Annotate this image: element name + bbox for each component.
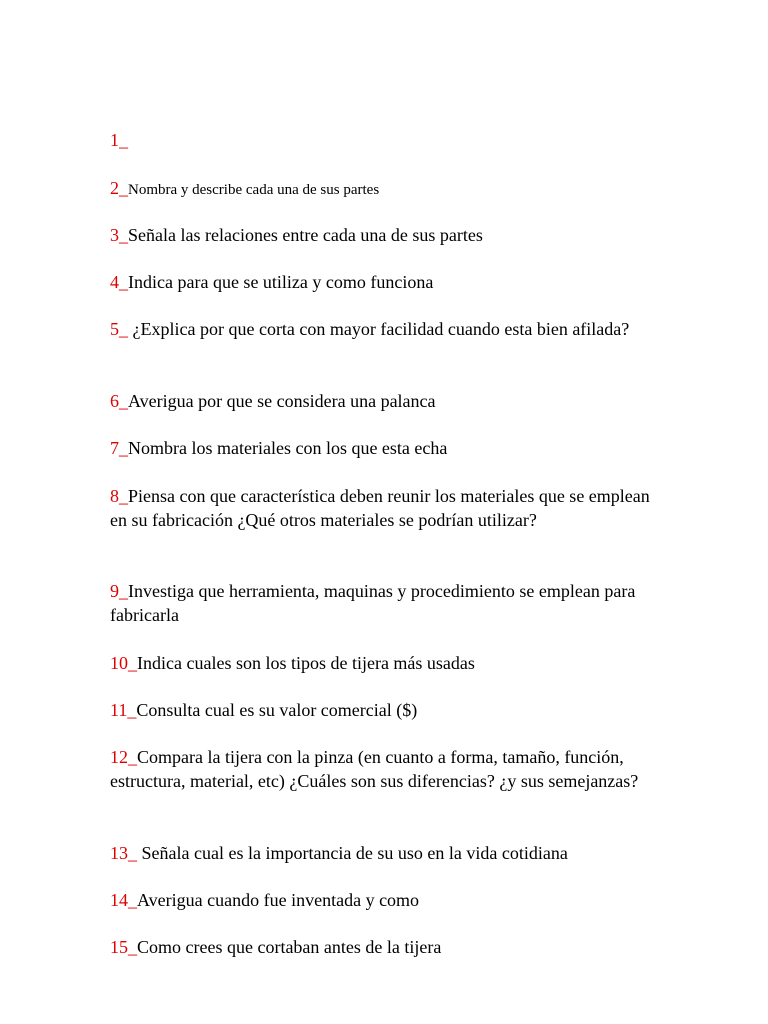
question-number: 4_ xyxy=(110,272,128,292)
question-text: Averigua cuando fue inventada y como xyxy=(137,890,420,910)
question-14 xyxy=(110,888,670,912)
question-text: Nombra los materiales con los que esta echa xyxy=(128,438,448,458)
question-number: 14_ xyxy=(110,890,137,910)
question-text: ¿Explica por que corta con mayor facilidad cuando esta bien afilada? xyxy=(128,319,630,339)
question-number: 7_ xyxy=(110,438,128,458)
question-text: Compara la tijera con la pinza (en cuanto a forma, tamaño, función, estructura, material, etc) ¿Cuáles son sus diferencias? ¿y sus semejanzas? xyxy=(110,747,639,791)
question-text: Como crees que cortaban antes de la tijera xyxy=(137,937,442,957)
question-number: 12_ xyxy=(110,747,137,767)
question-6 xyxy=(110,389,670,413)
question-number: 10_ xyxy=(110,653,137,673)
question-2 xyxy=(110,176,670,202)
question-text: Averigua por que se considera una palanca xyxy=(128,391,436,411)
question-1 xyxy=(110,128,670,152)
question-number: 1_ xyxy=(110,130,128,150)
question-13 xyxy=(110,841,670,865)
question-number: 8_ xyxy=(110,486,128,506)
question-15 xyxy=(110,935,670,959)
question-number: 11_ xyxy=(110,700,137,720)
question-text: Piensa con que característica deben reunir los materiales que se emplean en su fabricación ¿Qué otros materiales se podrían utilizar? xyxy=(110,486,650,530)
question-text: Investiga que herramienta, maquinas y procedimiento se emplean para fabricarla xyxy=(110,581,636,625)
question-number: 9_ xyxy=(110,581,128,601)
question-text: Consulta cual es su valor comercial ($) xyxy=(136,700,418,720)
question-text: Indica para que se utiliza y como funciona xyxy=(128,272,434,292)
question-number: 13_ xyxy=(110,843,137,863)
question-10 xyxy=(110,651,670,675)
question-text: Indica cuales son los tipos de tijera más usadas xyxy=(137,653,475,673)
question-text: Nombra y describe cada una de sus partes xyxy=(128,182,380,198)
question-11 xyxy=(110,698,670,722)
question-4 xyxy=(110,270,670,294)
question-3 xyxy=(110,223,670,247)
question-number: 15_ xyxy=(110,937,137,957)
question-number: 6_ xyxy=(110,391,128,411)
question-8 xyxy=(110,484,670,532)
question-7 xyxy=(110,436,670,460)
question-number: 2_ xyxy=(110,178,128,198)
question-number: 3_ xyxy=(110,225,128,245)
question-5 xyxy=(110,317,670,341)
question-text: Señala las relaciones entre cada una de sus partes xyxy=(128,225,483,245)
question-12 xyxy=(110,745,670,793)
question-text: Señala cual es la importancia de su uso en la vida cotidiana xyxy=(137,843,568,863)
question-9 xyxy=(110,579,670,627)
question-number: 5_ xyxy=(110,319,128,339)
